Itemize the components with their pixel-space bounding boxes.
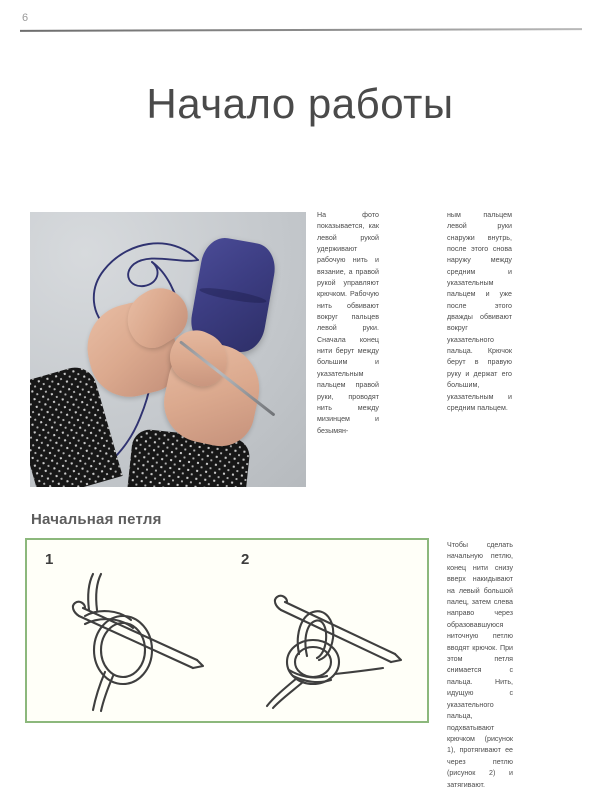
header-rule: [20, 28, 582, 32]
figure-2-label: 2: [241, 551, 250, 568]
figure-1-illustration: [27, 558, 227, 718]
figure-1: [27, 540, 227, 721]
figure-2: [227, 540, 427, 721]
caption-column-2: ным пальцем левой руки снаружи внутрь, после этого снова наружу между средним и указательным пальцем и уже после этого дважды обвивают вокруг указательного пальца. Крючок берут в правую руку и держат его большим, указательным и средним пальцем.: [447, 211, 512, 412]
section-description: Чтобы сделать начальную петлю, конец нити снизу вверх накидывают на левый большой палец, затем слева направо через образовавшуюся ниточную петлю вводят крючок. При этом петля снимается с пальца. Нить, идущую с указательного пальца, подхватывают крючком (рисунок 1), протягивают ее через петлю (рисунок 2) и затягивают.: [447, 541, 513, 789]
instruction-photo: [30, 212, 306, 487]
page-number: 6: [22, 12, 29, 24]
figure-2-illustration: [227, 558, 427, 718]
figure-box: [25, 538, 429, 723]
page-title: Начало работы: [146, 80, 454, 128]
figure-1-label: 1: [45, 551, 54, 568]
section-heading: Начальная петля: [31, 511, 162, 529]
caption-column-1: На фото показывается, как левой рукой удерживают рабочую нить и вязание, а правой рукой управляют крючком. Рабочую нить обвивают вокруг пальцев левой руки. Сначала конец нити берут между большим и указательным пальцем правой руки, проводят нить между мизинцем и безымян-: [317, 211, 379, 435]
